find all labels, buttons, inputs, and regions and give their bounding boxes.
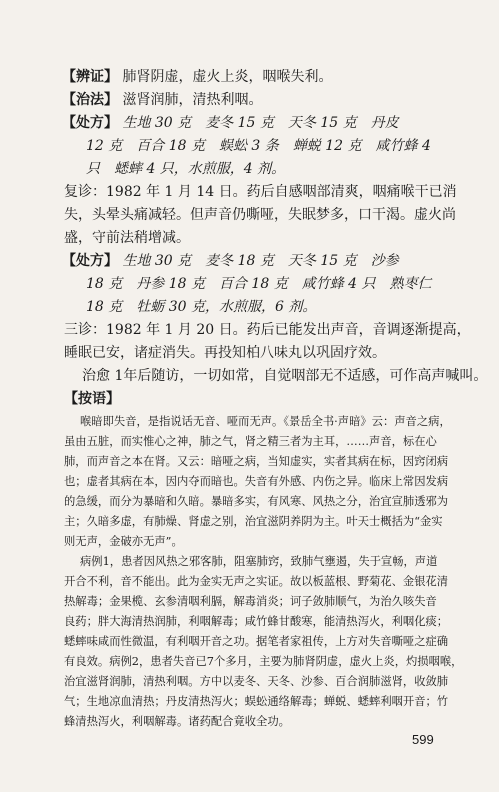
followup-line: 治愈 1年后随访，一切如常，自觉咽部无不适感，可作高声喊叫。	[82, 368, 488, 384]
chufang1-label: 【处方】	[62, 115, 118, 131]
bianzheng-label: 【辨证】	[62, 69, 118, 85]
commentary-line: 则无声，金破亦无声”。	[64, 535, 183, 548]
bianzheng-text: 肺肾阴虚，虚火上炎，咽喉失利。	[122, 69, 333, 85]
commentary-line: 热解毒；金果榄、玄参清咽利膈，解毒消炎；诃子敛肺顺气，为治久咳失音	[64, 595, 437, 608]
prescription-text: 生地 30 克 麦冬 18 克 天冬 15 克 沙参	[122, 253, 399, 269]
commentary-line: 的急缓，而分为暴暗和久暗。暴暗多实，有风寒、风热之分，治宜宣肺透邪为	[64, 495, 449, 508]
prescription-text: 生地 30 克 麦冬 15 克 天冬 15 克 丹皮	[122, 115, 399, 131]
prescription-text: 只 蟋蟀 4 只，水煎服，4 剂。	[86, 161, 286, 177]
chufang1-line-1	[62, 114, 462, 133]
commentary-line: 气；生地凉血清热；丹皮清热泻火；蜈蚣通络解毒；蝉蜕、蟋蟀利咽开音；竹	[64, 695, 449, 708]
sanzhen-line: 三诊：1982 年 1 月 20 日。药后已能发出声音，音调逐渐提高，	[64, 322, 471, 338]
commentary-line: 良药；胖大海清热润肺，利咽解毒；咸竹蜂甘酸寒，能清热泻火，利咽化痰；	[64, 615, 449, 628]
zhifa-text: 滋肾润肺，清热利咽。	[122, 92, 263, 108]
chufang2-label: 【处方】	[62, 253, 118, 269]
prescription-text: 12 克 百合 18 克 蜈蚣 3 条 蝉蜕 12 克 咸竹蜂 4	[86, 138, 431, 154]
fuzhen-line: 盛，守前法稍增减。	[64, 230, 190, 246]
commentary-line: 蟋蟀味咸而性微温，有利咽开音之功。据笔者家祖传，上方对失音嘶哑之症确	[64, 635, 449, 648]
chufang2-line-1	[62, 252, 462, 271]
commentary-line: 也；虚者其病在本，因内夺而暗也。失音有外感、内伤之异。临床上常因发病	[64, 475, 449, 488]
fuzhen-line: 复诊：1982 年 1 月 14 日。药后自感咽部清爽，咽痛喉干已消	[64, 184, 457, 200]
zhifa-line	[62, 91, 462, 110]
commentary-line: 蜂清热泻火，利咽解毒。诸药配合竟收全功。	[64, 715, 290, 728]
commentary-line: 治宜滋肾润肺，清热利咽。方中以麦冬、天冬、沙参、百合润肺滋肾，收敛肺	[64, 675, 449, 688]
commentary-line: 开合不利，音不能出。此为金实无声之实证。故以板蓝根、野菊花、金银花清	[64, 575, 449, 588]
commentary-line: 喉暗即失音，是指说话无音、哑而无声。《景岳全书·声暗》云：声音之病，	[80, 415, 451, 428]
commentary-line: 有良效。病例2，患者失音已7个多月，主要为肺肾阴虚，虚火上炎，灼损咽喉，	[64, 655, 463, 668]
fuzhen-line: 失，头晕头痛减轻。但声音仍嘶哑，失眠梦多，口干渴。虚火尚	[64, 207, 456, 223]
commentary-line: 主；久暗多虚，有肺燥、肾虚之别，治宜滋阴养阴为主。叶天士概括为“金实	[64, 515, 443, 528]
anyu-heading	[64, 390, 464, 409]
prescription-text: 18 克 丹参 18 克 百合 18 克 咸竹蜂 4 只 熟枣仁	[86, 276, 432, 292]
page-number: 599	[412, 732, 434, 747]
commentary-line: 病例1，患者因风热之邪客肺，阻塞肺窍，致肺气壅遏，失于宣畅，声道	[80, 555, 438, 568]
bianzheng-line	[62, 68, 462, 87]
sanzhen-line: 睡眠已安，诸症消失。再投知柏八味丸以巩固疗效。	[64, 345, 386, 361]
zhifa-label: 【治法】	[62, 92, 118, 108]
commentary-line: 肺，而声音之本在肾。又云：暗哑之病，当知虚实，实者其病在标，因窍闭病	[64, 455, 449, 468]
prescription-text: 18 克 牡蛎 30 克，水煎服，6 剂。	[86, 299, 317, 315]
commentary-line: 虽由五脏，而实惟心之神，肺之气，肾之精三者为主耳，……声音，标在心	[64, 435, 437, 448]
anyu-label: 【按语】	[64, 391, 120, 407]
